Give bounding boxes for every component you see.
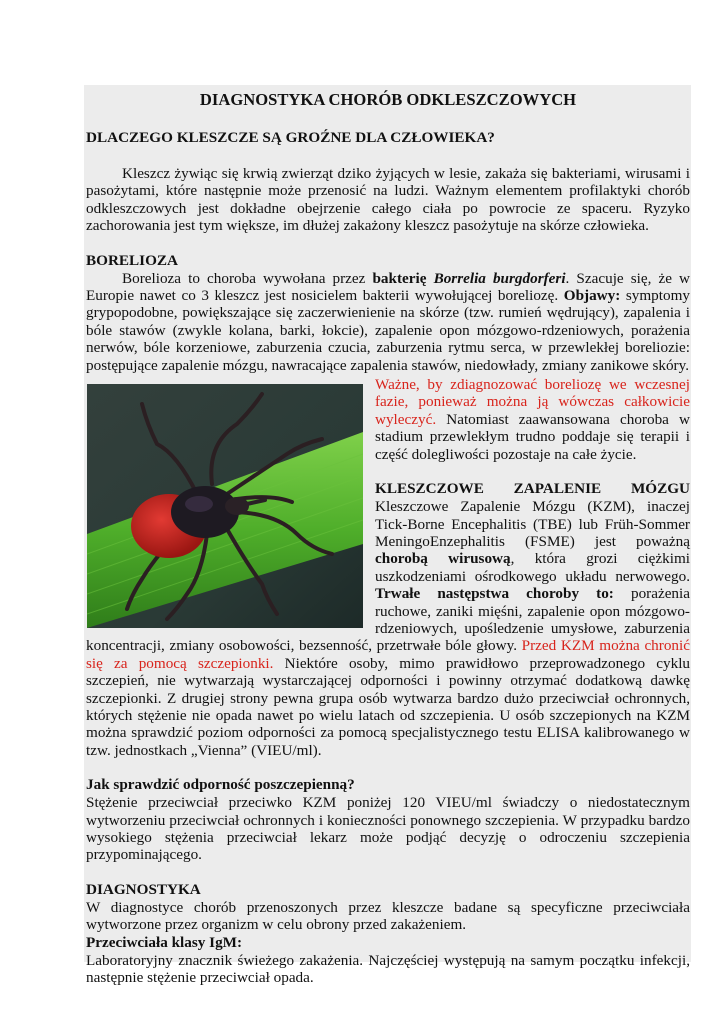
section-heading-kzm: KLESZCZOWE ZAPALENIE MÓZGU bbox=[375, 480, 690, 498]
paragraph-borelioza-important: Ważne, by zdiagnozować boreliozę we wczesnej fazie, ponieważ można ją wówczas całkowicie wyleczyć. Natomiast zaawansowana choroba w stadium przewlekłym trudno poddaje się terapii i część dolegliwości pozostaje na całe życie. bbox=[375, 376, 690, 463]
paragraph-diagnostyka: W diagnostyce chorób przenoszonych przez kleszcze badane są specyficzne przeciwciała wytworzone przez organizm w celu obrony przed zakażeniem. bbox=[86, 898, 690, 934]
section-heading-odpornosc: Jak sprawdzić odporność poszczepienną? bbox=[86, 776, 355, 794]
tick-photo bbox=[87, 384, 363, 628]
paragraph-igm: Laboratoryjny znacznik świeżego zakażenia. Najczęściej występują na samym początku infekcji, następnie stężenie przeciwciał opada. bbox=[86, 951, 690, 987]
section-heading-diagnostyka: DIAGNOSTYKA bbox=[86, 880, 201, 898]
subheading-igm: Przeciwciała klasy IgM: bbox=[86, 933, 243, 951]
paragraph-why: Kleszcz żywiąc się krwią zwierząt dziko żyjących w lesie, zakaża się bakteriami, wirusami i pasożytami, które następnie może przenosić na ludzi. Ważnym elementem profilaktyki chorób odkleszczowych jest dokładne obejrzenie całego ciała po powrocie ze spaceru. Ryzyko zachorowania jest tym większe, im dłużej zakażony kleszcz pasożytuje na skórze człowieka. bbox=[86, 165, 690, 235]
section-heading-borelioza: BORELIOZA bbox=[86, 251, 178, 269]
section-heading-why: DLACZEGO KLESZCZE SĄ GROŹNE DLA CZŁOWIEKA? bbox=[86, 129, 495, 146]
paragraph-borelioza: Borelioza to choroba wywołana przez bakterię Borrelia burgdorferi. Szacuje się, że w Europie nawet co 3 kleszcz jest nosicielem bakterii wywołującej boreliozę. Objawy: symptomy grypopodobne, powiększające się zaczerwienienie na skórze (tzw. rumień wędrujący), zapalenia i bóle stawów (zwykle kolana, barki, łokcie), zapalenie opon mózgowo-rdzeniowych, porażenia nerwów, bóle korzeniowe, zaburzenia czucia, zaburzenia rytmu serca, w przewlekłej boreliozie: postępujące zapalenie mózgu, nawracające zapalenia stawów, niedowłady, zmiany zanikowe skóry. bbox=[86, 269, 691, 374]
tick-photo-icon bbox=[87, 384, 363, 628]
document-title: DIAGNOSTYKA CHORÓB ODKLESZCZOWYCH bbox=[199, 90, 577, 109]
paragraph-odpornosc: Stężenie przeciwciał przeciwko KZM poniżej 120 VIEU/ml świadczy o niedostatecznym wytworzeniu przeciwciał ochronnych i konieczności ponownego szczepienia. W przypadku bardzo wysokiego stężenia przeciwciał lekarz może podjąć decyzję o odroczeniu szczepienia przypominającego. bbox=[86, 794, 690, 864]
paragraph-kzm: Kleszczowe Zapalenie Mózgu (KZM), inaczej Tick-Borne Encephalitis (TBE) lub Früh-Sommer MeningoEnzephalitis (FSME) jest poważną chorobą wirusową, która grozi ciężkimi uszkodzeniami ośrodkowego układu nerwowego. Trwałe następstwa choroby to: porażenia ruchowe, zaniki mięśni, zapalenie opon mózgowo-rdzeniowych, upośledzenie umysłowe, zaburzenia koncentracji, zmiany osobowości, bezsenność, przetrwałe bóle głowy. Przed KZM można chronić się za pomocą szczepionki. Niektóre osoby, mimo prawidłowo przeprowadzonego cyklu szczepień, nie wytwarzają wystarczającej odporności i powinny otrzymać dodatkową dawkę szczepionki. Z drugiej strony pewna grupa osób wytwarza bardzo dużo przeciwciał ochronnych, których stężenie nie opada nawet po wielu latach od szczepienia. U osób szczepionych na KZM można sprawdzić poziom odporności za pomocą specjalistycznego testu ELISA kalibrowanego w tzw. jednostkach „Vienna” (VIEU/ml). bbox=[86, 498, 691, 759]
document-content bbox=[86, 86, 690, 986]
